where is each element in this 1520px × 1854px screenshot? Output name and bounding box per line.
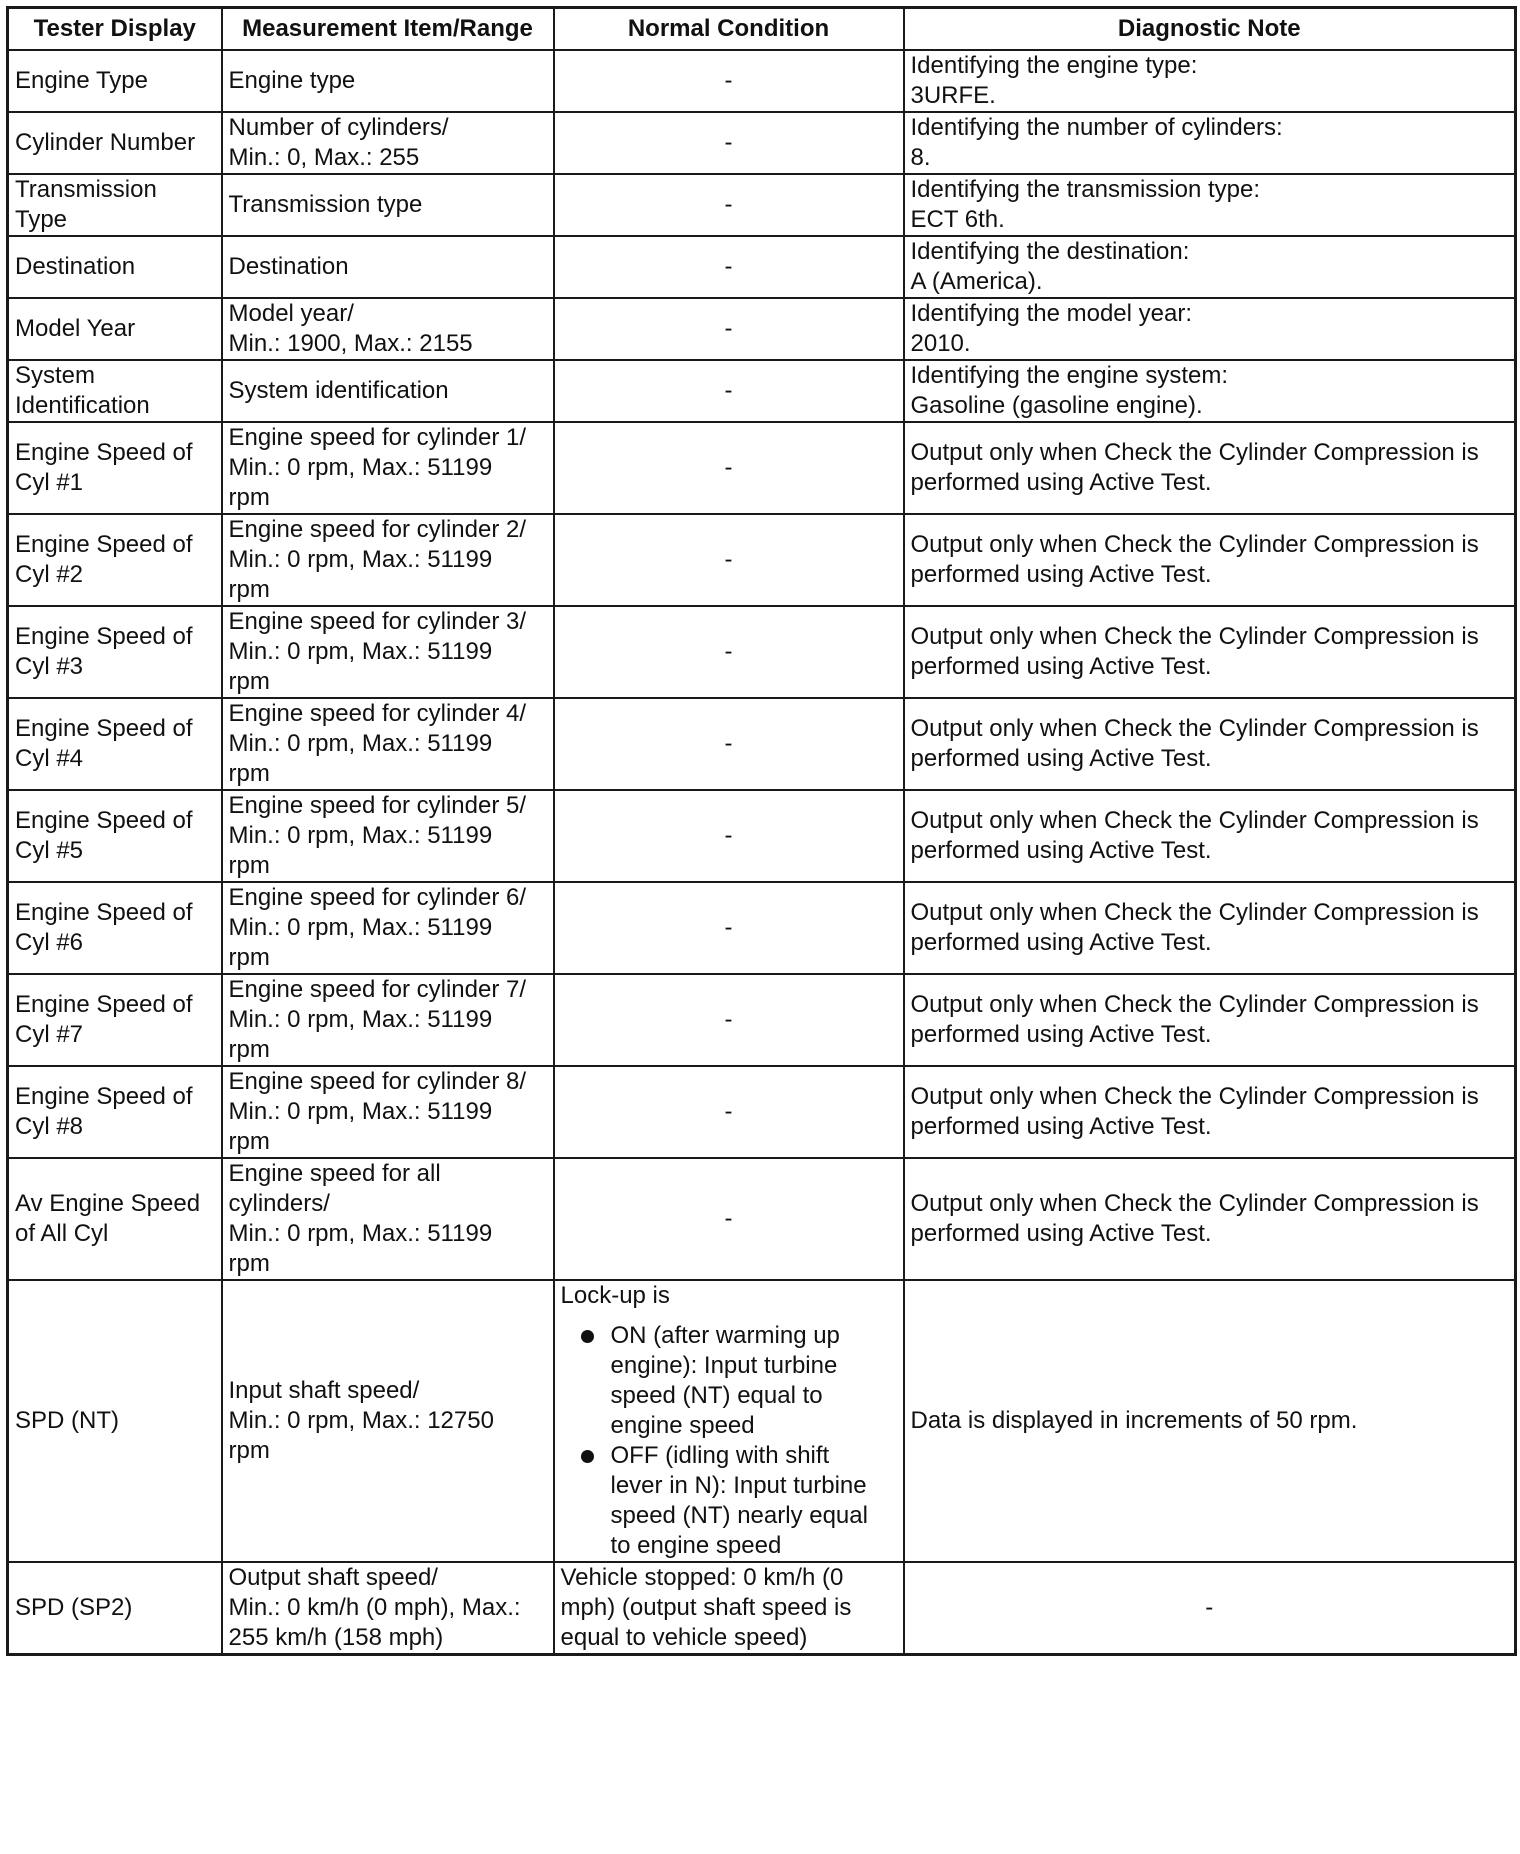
cell-diagnostic-note: Data is displayed in increments of 50 rpm.: [904, 1280, 1516, 1562]
cell-diagnostic-note: Identifying the model year: 2010.: [904, 298, 1516, 360]
normal-condition-list: [561, 1321, 897, 1561]
cell-measurement-item: Engine type: [222, 50, 554, 112]
cell-normal-condition: -: [554, 422, 904, 514]
table-row: [8, 360, 1516, 422]
cell-measurement-item: Output shaft speed/ Min.: 0 km/h (0 mph), Max.: 255 km/h (158 mph): [222, 1562, 554, 1655]
cell-measurement-item: Engine speed for cylinder 6/ Min.: 0 rpm, Max.: 51199 rpm: [222, 882, 554, 974]
cell-tester-display: Engine Speed of Cyl #4: [8, 698, 222, 790]
cell-diagnostic-note: Output only when Check the Cylinder Compression is performed using Active Test.: [904, 974, 1516, 1066]
cell-normal-condition: -: [554, 1066, 904, 1158]
cell-normal-condition: -: [554, 236, 904, 298]
table-row-spd-nt: [8, 1280, 1516, 1562]
data-list-table-wrapper: [6, 6, 1514, 1656]
cell-measurement-item: Engine speed for cylinder 7/ Min.: 0 rpm, Max.: 51199 rpm: [222, 974, 554, 1066]
list-item: [561, 1441, 897, 1561]
cell-normal-condition: -: [554, 1158, 904, 1280]
cell-tester-display: Engine Speed of Cyl #2: [8, 514, 222, 606]
cell-tester-display: Model Year: [8, 298, 222, 360]
cell-diagnostic-note: Identifying the destination: A (America).: [904, 236, 1516, 298]
cell-diagnostic-note: Output only when Check the Cylinder Compression is performed using Active Test.: [904, 514, 1516, 606]
cell-diagnostic-note: Output only when Check the Cylinder Compression is performed using Active Test.: [904, 882, 1516, 974]
cell-measurement-item: Engine speed for cylinder 5/ Min.: 0 rpm, Max.: 51199 rpm: [222, 790, 554, 882]
data-list-table: [6, 6, 1517, 1656]
cell-normal-condition: -: [554, 882, 904, 974]
cell-tester-display: Engine Speed of Cyl #3: [8, 606, 222, 698]
table-row: [8, 174, 1516, 236]
cell-measurement-item: Destination: [222, 236, 554, 298]
table-row: [8, 50, 1516, 112]
table-row: [8, 236, 1516, 298]
cell-tester-display: Cylinder Number: [8, 112, 222, 174]
cell-normal-condition: -: [554, 974, 904, 1066]
cell-normal-condition: -: [554, 50, 904, 112]
cell-tester-display: Engine Type: [8, 50, 222, 112]
bullet-icon: [581, 1450, 594, 1463]
list-item-text: ON (after warming up engine): Input turbine speed (NT) equal to engine speed: [610, 1321, 840, 1439]
cell-measurement-item: Engine speed for cylinder 1/ Min.: 0 rpm, Max.: 51199 rpm: [222, 422, 554, 514]
cell-tester-display: SPD (NT): [8, 1280, 222, 1562]
cell-diagnostic-note: Output only when Check the Cylinder Compression is performed using Active Test.: [904, 698, 1516, 790]
cell-normal-condition: Vehicle stopped: 0 km/h (0 mph) (output shaft speed is equal to vehicle speed): [554, 1562, 904, 1655]
cell-tester-display: System Identification: [8, 360, 222, 422]
table-row: [8, 112, 1516, 174]
cell-tester-display: Destination: [8, 236, 222, 298]
cell-normal-condition: -: [554, 112, 904, 174]
cell-diagnostic-note: Identifying the engine type: 3URFE.: [904, 50, 1516, 112]
cell-measurement-item: Engine speed for cylinder 8/ Min.: 0 rpm, Max.: 51199 rpm: [222, 1066, 554, 1158]
cell-diagnostic-note: Output only when Check the Cylinder Compression is performed using Active Test.: [904, 606, 1516, 698]
cell-measurement-item: Transmission type: [222, 174, 554, 236]
table-row: [8, 882, 1516, 974]
cell-diagnostic-note: Identifying the engine system: Gasoline (gasoline engine).: [904, 360, 1516, 422]
table-row: [8, 1158, 1516, 1280]
list-item: [561, 1321, 897, 1441]
table-row: [8, 974, 1516, 1066]
cell-normal-condition: [554, 1280, 904, 1562]
cell-measurement-item: System identification: [222, 360, 554, 422]
cell-normal-condition: -: [554, 606, 904, 698]
table-row: [8, 606, 1516, 698]
list-item-text: OFF (idling with shift lever in N): Input turbine speed (NT) nearly equal to engine speed: [610, 1441, 868, 1559]
cell-diagnostic-note: -: [904, 1562, 1516, 1655]
cell-measurement-item: Number of cylinders/ Min.: 0, Max.: 255: [222, 112, 554, 174]
cell-tester-display: Engine Speed of Cyl #1: [8, 422, 222, 514]
cell-diagnostic-note: Output only when Check the Cylinder Compression is performed using Active Test.: [904, 422, 1516, 514]
cell-diagnostic-note: Output only when Check the Cylinder Compression is performed using Active Test.: [904, 1158, 1516, 1280]
table-row: [8, 1066, 1516, 1158]
cell-normal-condition: -: [554, 790, 904, 882]
cell-tester-display: Transmission Type: [8, 174, 222, 236]
cell-normal-condition: -: [554, 514, 904, 606]
cell-measurement-item: Engine speed for cylinder 3/ Min.: 0 rpm, Max.: 51199 rpm: [222, 606, 554, 698]
cell-measurement-item: Model year/ Min.: 1900, Max.: 2155: [222, 298, 554, 360]
table-row-spd-sp2: [8, 1562, 1516, 1655]
table-row: [8, 422, 1516, 514]
cell-normal-condition: -: [554, 360, 904, 422]
cell-tester-display: SPD (SP2): [8, 1562, 222, 1655]
cell-normal-condition: -: [554, 174, 904, 236]
table-row: [8, 698, 1516, 790]
cell-tester-display: Engine Speed of Cyl #6: [8, 882, 222, 974]
header-tester-display: Tester Display: [8, 8, 222, 50]
bullet-icon: [581, 1330, 594, 1343]
cell-tester-display: Engine Speed of Cyl #7: [8, 974, 222, 1066]
cell-diagnostic-note: Output only when Check the Cylinder Compression is performed using Active Test.: [904, 790, 1516, 882]
header-normal-condition: Normal Condition: [554, 8, 904, 50]
header-diagnostic-note: Diagnostic Note: [904, 8, 1516, 50]
cell-tester-display: Engine Speed of Cyl #5: [8, 790, 222, 882]
cell-measurement-item: Engine speed for cylinder 2/ Min.: 0 rpm, Max.: 51199 rpm: [222, 514, 554, 606]
table-row: [8, 790, 1516, 882]
cell-tester-display: Av Engine Speed of All Cyl: [8, 1158, 222, 1280]
table-row: [8, 298, 1516, 360]
cell-diagnostic-note: Output only when Check the Cylinder Compression is performed using Active Test.: [904, 1066, 1516, 1158]
cell-normal-condition: -: [554, 698, 904, 790]
cell-diagnostic-note: Identifying the transmission type: ECT 6th.: [904, 174, 1516, 236]
cell-measurement-item: Engine speed for all cylinders/ Min.: 0 rpm, Max.: 51199 rpm: [222, 1158, 554, 1280]
cell-measurement-item: Engine speed for cylinder 4/ Min.: 0 rpm, Max.: 51199 rpm: [222, 698, 554, 790]
cell-normal-condition: -: [554, 298, 904, 360]
normal-condition-intro: Lock-up is: [560, 1281, 670, 1309]
table-row: [8, 514, 1516, 606]
cell-measurement-item: Input shaft speed/ Min.: 0 rpm, Max.: 12750 rpm: [222, 1280, 554, 1562]
header-measurement-item: Measurement Item/Range: [222, 8, 554, 50]
cell-diagnostic-note: Identifying the number of cylinders: 8.: [904, 112, 1516, 174]
header-row: [8, 8, 1516, 50]
cell-tester-display: Engine Speed of Cyl #8: [8, 1066, 222, 1158]
